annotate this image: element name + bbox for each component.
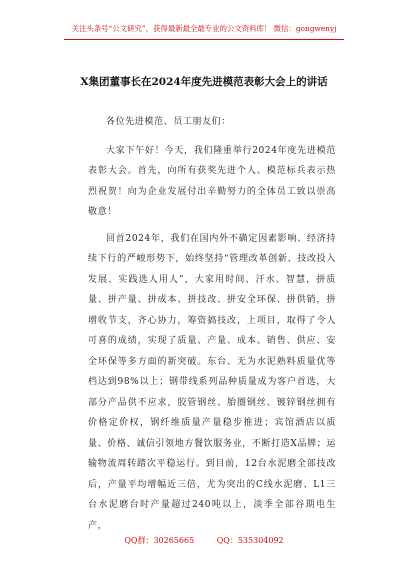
paragraph-greeting: 大家下午好！今天，我们隆重举行2024年度先进模范表彰大会。首先，向所有获奖先进个人、模范标兵表示热烈祝贺！向为企业发展付出辛勤努力的全体员工致以崇高敬意！	[88, 145, 336, 217]
footer-contact	[0, 535, 408, 546]
footer-qq-group: QQ群：30265665	[124, 536, 195, 545]
salutation: 各位先进模范、员工朋友们：	[106, 117, 231, 127]
header-divider	[64, 39, 344, 40]
document-title: X集团董事长在2024年度先进模范表彰大会上的讲话	[80, 76, 328, 88]
footer-qq-number: QQ：535304092	[216, 536, 284, 545]
header-promo-note: 关注头条号“公文研究”，获得最新最全最专业的公文资料库！ 微信：gongwenyj	[71, 24, 337, 33]
document-body	[88, 112, 336, 536]
paragraph-review: 回首2024年，我们在国内外不确定因素影响、经济持续下行的严峻形势下，始终坚持“管理改革创新、技改投入发展、实践选人用人”，大家用时间、汗水、智慧，拼质量、拼产量、拼成本、拼技改、拼安全环保、拼供销，拼增收节支，齐心协力，筹资搞技改，上项目，取得了令人可喜的成绩，实现了质量、产量、成本、销售、供应、安全环保等多方面的新突破。东台、无为水泥熟料质量优等档达到98%以上；钢带线系列品种质量成为客户首选，大部分产品供不应求，胶管钢丝、胎圈钢丝、镀锌钢丝拥有价格定价权，钢纤维质量产量稳步推进；宾馆酒店以质量、价格、诚信引领地方餐饮服务业，不断打造X品牌；运输物流周转踏次平稳运行。到目前，12台水泥磨全部技改后，产量平均增幅近三倍，尤为突出的C线水泥磨、L1三台水泥磨台时产量超过240吨以上，淡季全部谷期电生产，	[88, 233, 336, 531]
